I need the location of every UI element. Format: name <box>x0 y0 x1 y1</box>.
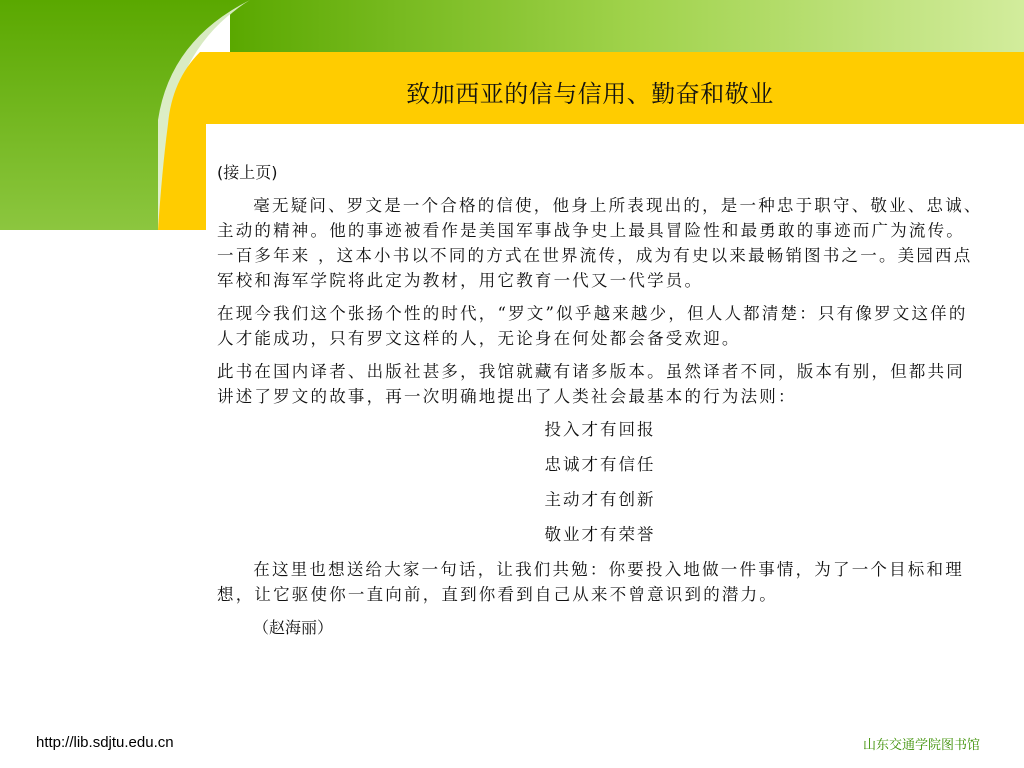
paragraph: 在现今我们这个张扬个性的时代，“罗文”似乎越来越少，但人人都清楚：只有像罗文这佯的人才能成功，只有罗文这样的人，无论身在何处都会备受欢迎。 <box>217 304 968 348</box>
closing-paragraph: 在这里也想送给大家一句话，让我们共勉：你要投入地做一件事情，为了一个目标和理想，让它驱使你一直向前，直到你看到自己从来不曾意识到的潜力。 <box>217 560 964 604</box>
paragraph: 此书在国内译者、出版社甚多，我馆就藏有诸多版本。虽然译者不同，版本有别，但都共同讲述了罗文的故事，再一次明确地提出了人类社会最基本的行为法则： <box>217 362 965 406</box>
motto-line: 投入才有回报 <box>544 420 656 439</box>
continued-label: (接上页) <box>217 163 278 182</box>
author-signature: （赵海丽） <box>253 618 334 637</box>
footer-library-name: 山东交通学院图书馆 <box>862 738 980 753</box>
footer-url-link[interactable]: http://lib.sdjtu.edu.cn <box>36 734 174 751</box>
slide-title: 致加西亚的信与信用、勤奋和敬业 <box>406 80 774 108</box>
paragraph: 毫无疑问、罗文是一个合格的信使，他身上所表现出的，是一种忠于职守、敬业、忠诚、主动的精神。他的事迹被看作是美国军事战争史上最具冒险性和最勇敢的事迹而广为流传。一百多年来 ，这本小书以不同的方式在世界流传，成为有史以来最畅销图书之一。美园西点军校和海军学院将此定为教材，用它教育一代又一代学员。 <box>217 196 983 290</box>
motto-line: 忠诚才有信任 <box>544 455 656 474</box>
motto-line: 主动才有创新 <box>544 490 656 509</box>
article-body <box>217 160 983 640</box>
motto-line: 敬业才有荣誉 <box>544 525 656 544</box>
